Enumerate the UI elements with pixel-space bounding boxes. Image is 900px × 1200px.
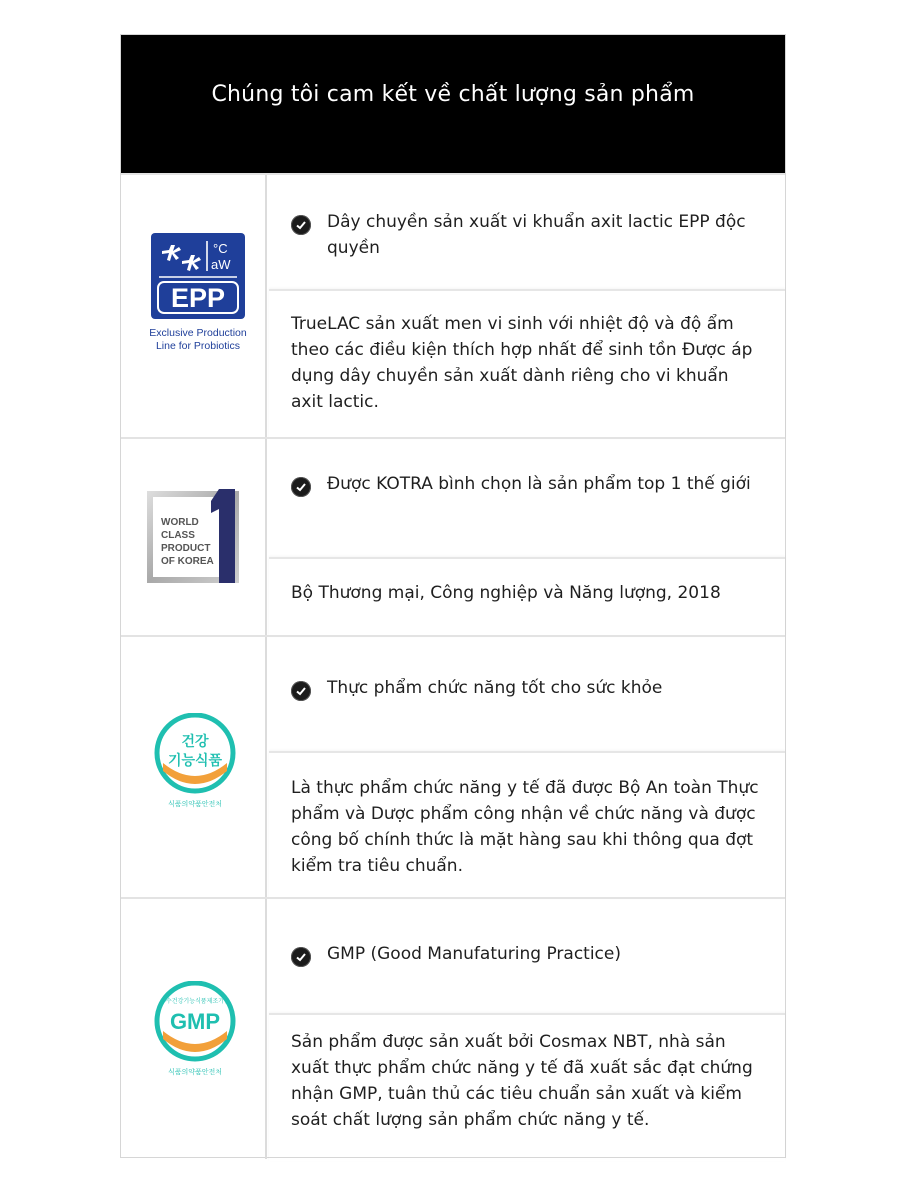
gmp-logo (143, 981, 247, 1077)
wcp-line-1: WORLD (161, 517, 199, 528)
epp-label: EPP (170, 283, 226, 313)
check-item (291, 941, 765, 967)
epp-caption-1: Exclusive Production (149, 327, 247, 339)
check-text: GMP (Good Manufaturing Practice) (327, 944, 621, 964)
logo-cell-gmp (121, 899, 267, 1159)
content-epp (269, 175, 785, 437)
hff-line-1: 건강 (181, 734, 209, 750)
wcp-line-3: PRODUCT (161, 543, 211, 554)
check-text: Thực phẩm chức năng tốt cho sức khỏe (327, 678, 663, 698)
check-item (291, 675, 765, 701)
description-text: TrueLAC sản xuất men vi sinh với nhiệt độ và độ ẩm theo các điều kiện thích hợp nhất để sinh tồn Được áp dụng dây chuyền sản xuất dành riêng cho vi khuẩn axit lactic. (291, 314, 753, 412)
description-text: Bộ Thương mại, Công nghiệp và Năng lượng, 2018 (291, 583, 721, 603)
gmp-top-caption: 우수건강기능식품제조기준 (160, 998, 230, 1005)
logo-cell-world-class (121, 439, 267, 635)
checkmark-icon (291, 947, 311, 967)
check-item (291, 209, 765, 261)
page-title: Chúng tôi cam kết về chất lượng sản phẩm (211, 81, 695, 107)
logo-cell-health-food (121, 637, 267, 897)
epp-caption-2: Line for Probiotics (155, 340, 241, 352)
epp-units-bottom: aW (211, 257, 231, 272)
quality-commitment-card (120, 34, 786, 1158)
check-text: Được KOTRA bình chọn là sản phẩm top 1 thế giới (327, 474, 751, 494)
world-class-product-logo (145, 487, 245, 587)
checkmark-icon (291, 215, 311, 235)
wcp-line-2: CLASS (161, 530, 195, 541)
content-health-food (269, 637, 785, 897)
section-health-food (121, 635, 785, 897)
logo-cell-epp (121, 175, 267, 437)
section-epp (121, 173, 785, 437)
description-cell (269, 289, 785, 439)
epp-logo (149, 231, 249, 361)
check-text: Dây chuyền sản xuất vi khuẩn axit lactic EPP độc quyền (327, 212, 746, 258)
health-functional-food-logo (143, 713, 247, 809)
checkmark-icon (291, 477, 311, 497)
content-gmp (269, 899, 785, 1159)
check-row-cell (269, 637, 785, 751)
wcp-line-4: OF KOREA (161, 556, 214, 567)
description-text: Sản phẩm được sản xuất bởi Cosmax NBT, nhà sản xuất thực phẩm chức năng y tế đã xuất sắc đạt chứng nhận GMP, tuân thủ các tiêu chuẩn sản xuất và kiểm soát chất lượng sản phẩm chức năng y tế. (291, 1032, 753, 1130)
check-item (291, 471, 765, 497)
check-row-cell (269, 175, 785, 289)
checkmark-icon (291, 681, 311, 701)
description-cell (269, 1013, 785, 1161)
check-row-cell (269, 439, 785, 557)
section-gmp (121, 897, 785, 1159)
description-cell (269, 751, 785, 899)
content-world-class (269, 439, 785, 635)
hff-caption: 식품의약품안전처 (167, 800, 223, 808)
description-cell (269, 557, 785, 637)
check-row-cell (269, 899, 785, 1013)
header-banner (121, 35, 785, 173)
gmp-caption: 식품의약품안전처 (167, 1068, 223, 1076)
description-text: Là thực phẩm chức năng y tế đã được Bộ An toàn Thực phẩm và Dược phẩm công nhận về chức năng và được công bố chính thức là mặt hàng sau khi thông qua đợt kiểm tra tiêu chuẩn. (291, 778, 759, 876)
gmp-label: GMP (169, 1009, 221, 1034)
epp-units-top: °C (213, 241, 228, 256)
hff-line-2: 기능식품 (167, 753, 223, 769)
section-world-class (121, 437, 785, 635)
